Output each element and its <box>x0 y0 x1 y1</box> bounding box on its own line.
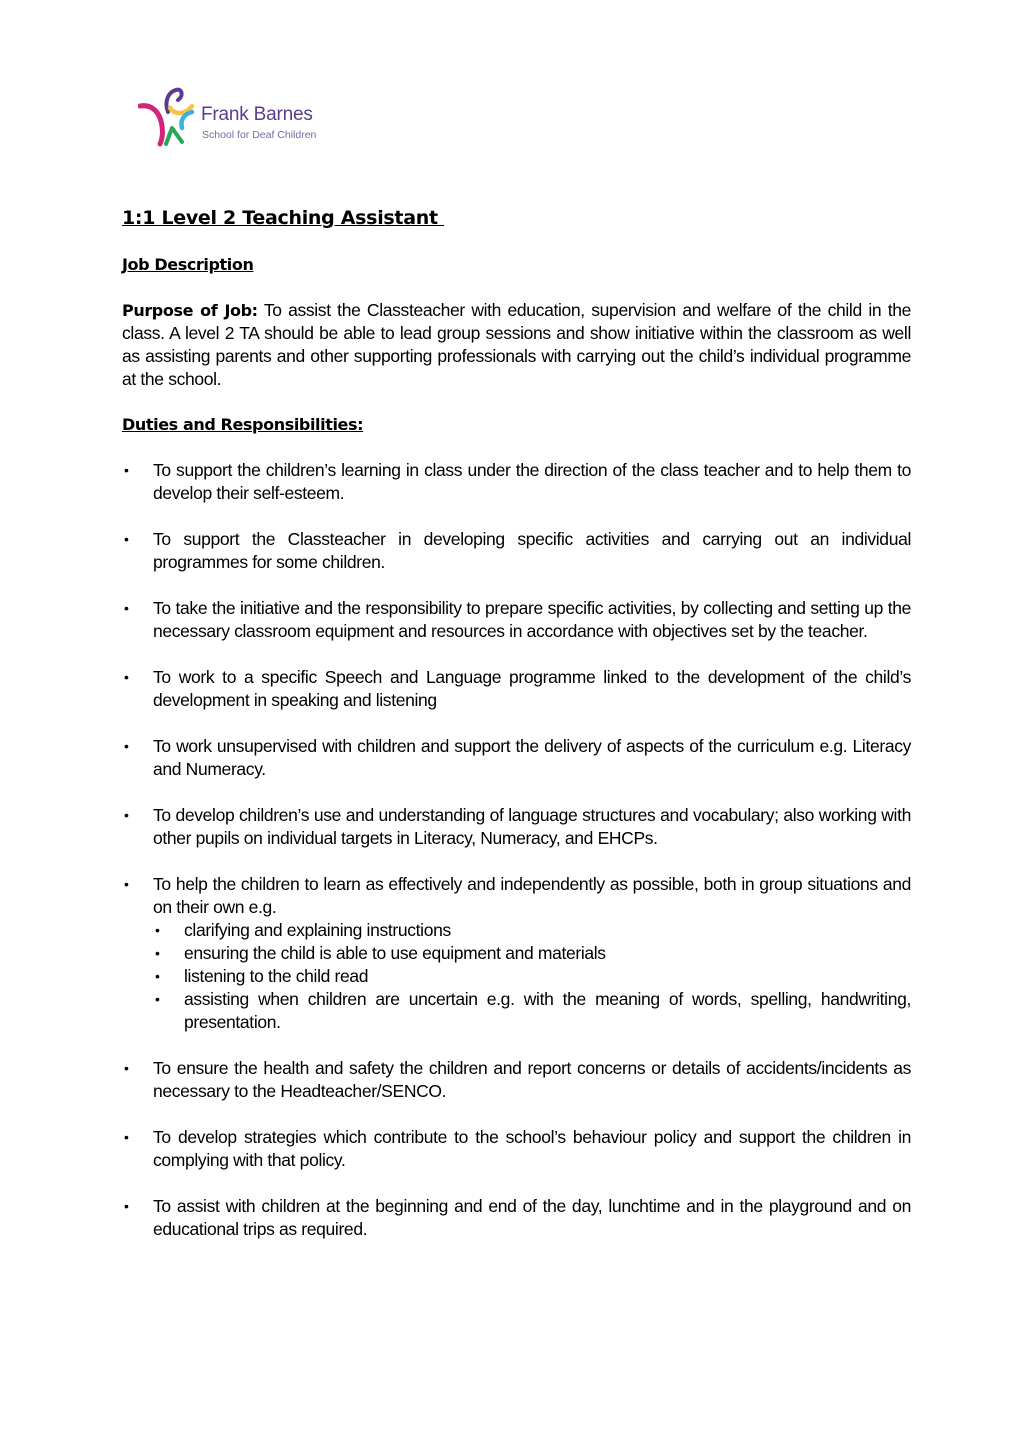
bullet-icon: • <box>124 876 129 892</box>
bullet-icon: • <box>124 1129 129 1145</box>
duty-item: • To take the initiative and the responsibility to prepare specific activities, by collecting and setting up the necessary classroom equipment and resources in accordance with objectives set by the teacher. <box>124 598 911 641</box>
purpose-paragraph <box>122 299 911 391</box>
duty-sub-item: • ensuring the child is able to use equipment and materials <box>155 943 606 963</box>
bullet-icon: • <box>155 922 160 938</box>
logo-school-subtitle: School for Deaf Children <box>202 129 317 141</box>
purpose-text: To assist the Classteacher with education, supervision and welfare of the child in the class. A level 2 TA should be able to lead group sessions and show initiative within the classroom as well as assisting parents and other supporting professionals with carrying out the child’s individual programme at the school. <box>122 300 911 389</box>
duty-item: • To support the children’s learning in class under the direction of the class teacher and to help them to develop their self-esteem. <box>124 460 911 503</box>
duty-item: • To help the children to learn as effectively and independently as possible, both in group situations and on their own e.g. • clarifying and explaining instructions • ensuring the child is able to use equipment and materials • listening to the child read • assisting when children are uncertain e.g. with the meaning of words, spelling, handwriting, presentation. <box>124 874 911 1032</box>
duty-sub-item: • assisting when children are uncertain e.g. with the meaning of words, spelling, handwriting, presentation. <box>155 989 911 1032</box>
duty-item: • To support the Classteacher in developing specific activities and carrying out an individual programmes for some children. <box>124 529 911 572</box>
bullet-icon: • <box>155 968 160 984</box>
duty-sub-item: • clarifying and explaining instructions <box>155 920 451 940</box>
duty-item: • To develop children’s use and understanding of language structures and vocabulary; also working with other pupils on individual targets in Literacy, Numeracy, and EHCPs. <box>124 805 911 848</box>
duty-sub-item: • listening to the child read <box>155 966 369 986</box>
duties-heading: Duties and Responsibilities: <box>122 415 364 434</box>
bullet-icon: • <box>124 669 129 685</box>
bullet-icon: • <box>124 807 129 823</box>
bullet-icon: • <box>124 531 129 547</box>
bullet-icon: • <box>124 1060 129 1076</box>
page-title: 1:1 Level 2 Teaching Assistant <box>122 207 445 229</box>
duty-item: • To ensure the health and safety the children and report concerns or details of accidents/incidents as necessary to the Headteacher/SENCO. <box>124 1058 911 1101</box>
duties-list <box>122 459 911 1264</box>
duty-item: • To assist with children at the beginning and end of the day, lunchtime and in the playground and on educational trips as required. <box>124 1196 911 1239</box>
purpose-label: Purpose of Job: <box>122 301 258 320</box>
duty-item: • To develop strategies which contribute to the school’s behaviour policy and support the children in complying with that policy. <box>124 1127 911 1170</box>
bullet-icon: • <box>124 600 129 616</box>
logo-school-name: Frank Barnes <box>201 104 313 125</box>
duty-item: • To work to a specific Speech and Language programme linked to the development of the child’s development in speaking and listening <box>124 667 911 710</box>
bullet-icon: • <box>124 1198 129 1214</box>
bullet-icon: • <box>155 945 160 961</box>
bullet-icon: • <box>124 462 129 478</box>
school-logo <box>138 82 338 148</box>
job-description-heading: Job Description <box>122 255 254 274</box>
duty-item: • To work unsupervised with children and support the delivery of aspects of the curriculum e.g. Literacy and Numeracy. <box>124 736 911 779</box>
duty-sub-list <box>153 919 911 1034</box>
star-figure-icon <box>138 82 200 148</box>
bullet-icon: • <box>124 738 129 754</box>
bullet-icon: • <box>155 991 160 1007</box>
